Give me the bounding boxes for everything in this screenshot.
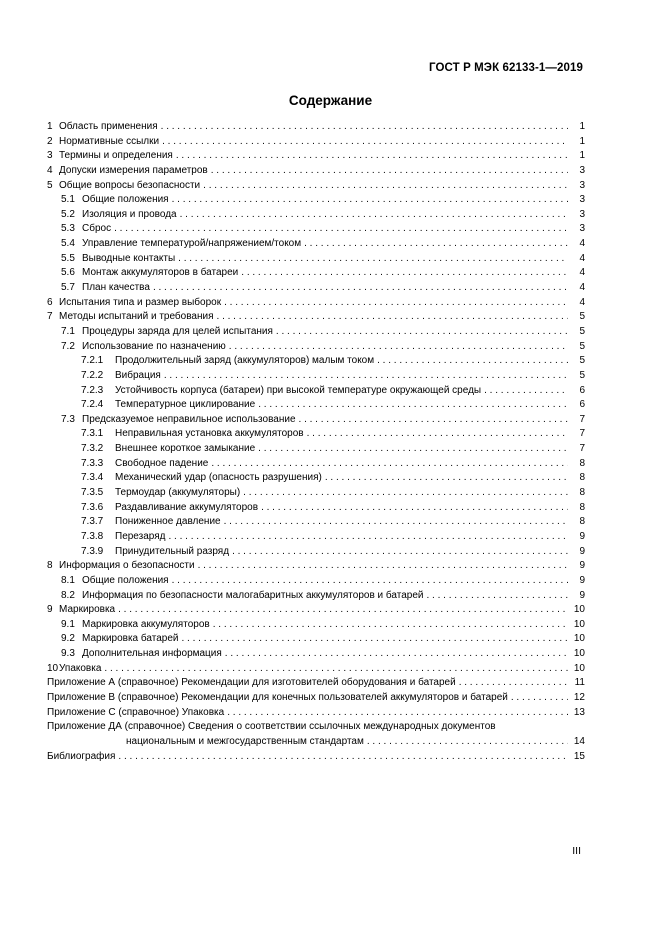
dot-leader <box>104 662 568 677</box>
toc-entry[interactable] <box>47 384 585 399</box>
toc-entry-page: 5 <box>579 355 585 367</box>
toc-entry-number: 4 <box>47 164 53 176</box>
toc-entry[interactable] <box>47 266 585 281</box>
toc-entry[interactable] <box>47 691 585 706</box>
toc-entry[interactable] <box>47 193 585 208</box>
table-of-contents <box>47 120 585 764</box>
toc-entry-number: 10 <box>47 662 59 674</box>
dot-leader <box>203 179 568 194</box>
toc-entry-title: Свободное падение <box>115 457 209 469</box>
toc-entry[interactable] <box>47 618 585 633</box>
toc-entry-page: 3 <box>579 179 585 191</box>
toc-entry-title: Нормативные ссылки <box>59 135 160 147</box>
toc-entry-title: Использование по назначению <box>82 340 226 352</box>
toc-entry-title: Маркировка аккумуляторов <box>82 618 210 630</box>
toc-entry-number: 7.3.1 <box>81 428 104 440</box>
toc-entry-page: 7 <box>579 443 585 455</box>
dot-leader <box>162 135 568 150</box>
toc-entry-number: 5.5 <box>61 252 75 264</box>
dot-leader <box>217 310 568 325</box>
dot-leader <box>258 398 568 413</box>
dot-leader <box>367 735 568 750</box>
toc-entry-title: Общие вопросы безопасности <box>59 179 201 191</box>
dot-leader <box>172 193 568 208</box>
toc-entry-number: 5.3 <box>61 223 75 235</box>
toc-entry-number: 5.4 <box>61 238 75 250</box>
toc-entry-page: 10 <box>573 648 585 660</box>
toc-entry-number: 7.2.3 <box>81 384 104 396</box>
toc-entry-title: Температурное циклирование <box>115 399 256 411</box>
toc-entry-page: 7 <box>579 413 585 425</box>
dot-leader <box>325 471 568 486</box>
toc-entry[interactable] <box>47 662 585 677</box>
toc-entry-page: 5 <box>579 369 585 381</box>
toc-entry-number: 5.6 <box>61 267 75 279</box>
toc-entry-title: Раздавливание аккумуляторов <box>115 501 259 513</box>
toc-entry-title: Информация по безопасности малогабаритных аккумуляторов и батарей <box>82 589 424 601</box>
toc-entry-title: Приложение С (справочное) Упаковка <box>47 706 225 718</box>
toc-entry-number: 9.1 <box>61 618 75 630</box>
toc-entry-title: Сброс <box>82 223 112 235</box>
toc-entry-page: 5 <box>579 325 585 337</box>
toc-entry-title: Монтаж аккумуляторов в батареи <box>82 267 239 279</box>
toc-entry-page: 3 <box>579 208 585 220</box>
toc-entry-title: Выводные контакты <box>82 252 176 264</box>
dot-leader <box>377 354 568 369</box>
toc-entry-page: 5 <box>579 311 585 323</box>
toc-entry[interactable] <box>47 340 585 355</box>
toc-entry[interactable] <box>47 164 585 179</box>
dot-leader <box>172 574 568 589</box>
toc-entry-title: Методы испытаний и требования <box>59 311 214 323</box>
toc-entry-page: 15 <box>573 750 585 762</box>
toc-entry-page: 8 <box>579 457 585 469</box>
dot-leader <box>180 208 568 223</box>
toc-entry-number: 1 <box>47 121 53 132</box>
toc-entry-page: 1 <box>579 135 585 147</box>
toc-entry[interactable] <box>47 486 585 501</box>
dot-leader <box>243 486 568 501</box>
toc-entry[interactable] <box>47 208 585 223</box>
dot-leader <box>227 706 568 721</box>
toc-entry-page: 10 <box>573 618 585 630</box>
toc-entry-page: 10 <box>573 604 585 616</box>
toc-entry-title: Термины и определения <box>59 150 173 162</box>
toc-entry-page: 1 <box>579 150 585 162</box>
dot-leader <box>198 559 568 574</box>
toc-entry[interactable] <box>47 574 585 589</box>
toc-entry-title: Управление температурой/напряжением/током <box>82 238 302 250</box>
toc-entry-page: 8 <box>579 516 585 528</box>
dot-leader <box>224 515 568 530</box>
toc-entry-number: 6 <box>47 296 53 308</box>
toc-entry-number: 7.3.9 <box>81 545 104 557</box>
toc-entry-page: 1 <box>579 121 585 132</box>
dot-leader <box>118 603 568 618</box>
toc-entry[interactable] <box>47 647 585 662</box>
toc-entry[interactable] <box>47 501 585 516</box>
toc-entry[interactable] <box>47 735 585 750</box>
toc-entry-title: Допуски измерения параметров <box>59 164 208 176</box>
dot-leader <box>118 750 568 765</box>
toc-entry-title: национальным и межгосударственным стандартам <box>126 735 364 747</box>
dot-leader <box>241 266 568 281</box>
dot-leader <box>258 442 568 457</box>
toc-entry[interactable] <box>47 252 585 267</box>
toc-entry[interactable] <box>47 413 585 428</box>
dot-leader <box>153 281 568 296</box>
toc-entry-page: 9 <box>579 530 585 542</box>
toc-entry-number: 8 <box>47 560 53 572</box>
dot-leader <box>169 530 569 545</box>
dot-leader <box>459 676 568 691</box>
toc-entry[interactable] <box>47 354 585 369</box>
dot-leader <box>484 384 568 399</box>
toc-entry-title: Изоляция и провода <box>82 208 177 220</box>
dot-leader <box>261 501 568 516</box>
toc-entry-page: 11 <box>574 677 585 689</box>
toc-entry[interactable] <box>47 281 585 296</box>
dot-leader <box>511 691 568 706</box>
toc-entry-page: 8 <box>579 501 585 513</box>
toc-entry-title: Библиография <box>47 750 116 762</box>
toc-entry-page: 5 <box>579 340 585 352</box>
toc-entry-title: Продолжительный заряд (аккумуляторов) малым током <box>115 355 375 367</box>
toc-entry[interactable] <box>47 149 585 164</box>
toc-title: Содержание <box>288 93 373 108</box>
toc-entry[interactable] <box>47 427 585 442</box>
toc-entry-page: 6 <box>579 399 585 411</box>
toc-entry-page: 12 <box>573 691 585 703</box>
toc-entry-title: Общие положения <box>82 194 169 206</box>
dot-leader <box>176 149 568 164</box>
toc-entry-number: 5.1 <box>61 194 75 206</box>
toc-entry-number: 9 <box>47 604 53 616</box>
toc-entry-number: 7.1 <box>61 325 75 337</box>
dot-leader <box>299 413 568 428</box>
toc-entry[interactable] <box>47 369 585 384</box>
toc-entry-page: 9 <box>579 560 585 572</box>
toc-entry[interactable] <box>47 120 585 135</box>
toc-entry[interactable] <box>47 471 585 486</box>
toc-entry-number: 5.7 <box>61 282 75 294</box>
toc-entry-number: 3 <box>47 150 53 162</box>
toc-entry[interactable] <box>47 559 585 574</box>
toc-entry-number: 7.3.8 <box>81 530 104 542</box>
toc-entry-number: 7.2.4 <box>81 399 104 411</box>
toc-entry-page: 3 <box>579 223 585 235</box>
toc-entry-title: План качества <box>82 282 150 294</box>
toc-entry[interactable] <box>47 589 585 604</box>
toc-entry-title: Испытания типа и размер выборок <box>59 296 222 308</box>
toc-entry-page: 10 <box>573 662 585 674</box>
toc-entry-page: 13 <box>573 706 585 718</box>
dot-leader <box>114 222 568 237</box>
toc-entry[interactable] <box>47 442 585 457</box>
toc-entry-page: 9 <box>579 589 585 601</box>
toc-entry-title: Общие положения <box>82 574 169 586</box>
toc-entry[interactable] <box>47 179 585 194</box>
dot-leader <box>161 120 568 135</box>
dot-leader <box>229 340 568 355</box>
document-code: ГОСТ Р МЭК 62133-1—2019 <box>429 62 583 74</box>
toc-entry-title: Перезаряд <box>115 530 166 542</box>
dot-leader <box>307 427 568 442</box>
toc-entry-title: Дополнительная информация <box>82 648 222 660</box>
dot-leader <box>181 632 568 647</box>
toc-entry[interactable] <box>47 310 585 325</box>
toc-entry-number: 5.2 <box>61 208 75 220</box>
toc-entry-title: Принудительный разряд <box>115 545 230 557</box>
toc-entry-title: Приложение ДА (справочное) Сведения о соответствии ссылочных международных документов <box>47 721 496 733</box>
toc-entry-title: Механический удар (опасность разрушения) <box>115 472 322 484</box>
toc-entry-number: 8.1 <box>61 574 75 586</box>
toc-entry-title: Упаковка <box>59 662 102 674</box>
dot-leader <box>211 457 568 472</box>
toc-entry-page: 10 <box>573 633 585 645</box>
toc-entry-title: Информация о безопасности <box>59 560 195 572</box>
toc-entry-number: 7.3.2 <box>81 443 104 455</box>
toc-entry-title: Неправильная установка аккумуляторов <box>115 428 304 440</box>
dot-leader <box>304 237 568 252</box>
toc-entry[interactable] <box>47 706 585 721</box>
toc-entry-number: 7.3.3 <box>81 457 104 469</box>
toc-entry[interactable] <box>47 398 585 413</box>
toc-entry[interactable] <box>47 750 585 765</box>
toc-entry-number: 7 <box>47 311 53 323</box>
toc-entry[interactable] <box>47 676 585 691</box>
toc-entry-page: 3 <box>579 194 585 206</box>
toc-entry[interactable] <box>47 135 585 150</box>
dot-leader <box>164 369 568 384</box>
toc-entry-number: 7.3.7 <box>81 516 104 528</box>
toc-entry[interactable] <box>47 515 585 530</box>
toc-entry-title: Устойчивость корпуса (батареи) при высокой температуре окружающей среды <box>115 384 482 396</box>
toc-entry-number: 8.2 <box>61 589 75 601</box>
dot-leader <box>224 296 568 311</box>
toc-entry-title: Вибрация <box>115 369 161 381</box>
toc-entry-title: Приложение В (справочное) Рекомендации для конечных пользователей аккумуляторов и батарей <box>47 691 508 703</box>
toc-entry-number: 5 <box>47 179 53 191</box>
toc-entry-number: 2 <box>47 135 53 147</box>
toc-entry[interactable] <box>47 603 585 618</box>
page-number: III <box>572 845 581 857</box>
toc-entry-page: 4 <box>579 238 585 250</box>
toc-entry-number: 7.3.4 <box>81 472 104 484</box>
toc-entry-title: Приложение А (справочное) Рекомендации для изготовителей оборудования и батарей <box>47 677 456 689</box>
toc-entry-page: 14 <box>573 735 585 747</box>
toc-entry-number: 7.3 <box>61 413 75 425</box>
toc-entry-page: 4 <box>579 282 585 294</box>
toc-entry[interactable] <box>47 720 585 735</box>
toc-entry[interactable] <box>47 325 585 340</box>
dot-leader <box>426 589 568 604</box>
toc-entry[interactable] <box>47 530 585 545</box>
toc-entry-page: 4 <box>579 296 585 308</box>
toc-entry-page: 3 <box>579 164 585 176</box>
toc-entry-page: 9 <box>579 574 585 586</box>
toc-entry-title: Маркировка батарей <box>82 633 179 645</box>
dot-leader <box>213 618 568 633</box>
toc-entry-title: Область применения <box>59 121 158 132</box>
toc-entry-page: 7 <box>579 428 585 440</box>
toc-entry-title: Внешнее короткое замыкание <box>115 443 256 455</box>
toc-entry-page: 8 <box>579 487 585 499</box>
toc-entry-number: 9.3 <box>61 648 75 660</box>
dot-leader <box>225 647 568 662</box>
toc-entry-page: 6 <box>579 384 585 396</box>
toc-entry-number: 7.2 <box>61 340 75 352</box>
dot-leader <box>211 164 568 179</box>
toc-entry[interactable] <box>47 296 585 311</box>
dot-leader <box>178 252 568 267</box>
toc-entry-number: 9.2 <box>61 633 75 645</box>
toc-entry-title: Маркировка <box>59 604 116 616</box>
toc-entry-title: Предсказуемое неправильное использование <box>82 413 296 425</box>
toc-entry-page: 4 <box>579 252 585 264</box>
toc-entry-number: 7.2.2 <box>81 369 104 381</box>
toc-entry[interactable] <box>47 632 585 647</box>
toc-entry-page: 4 <box>579 267 585 279</box>
toc-entry-number: 7.2.1 <box>81 355 104 367</box>
toc-entry[interactable] <box>47 222 585 237</box>
toc-entry-title: Процедуры заряда для целей испытания <box>82 325 273 337</box>
toc-entry[interactable] <box>47 237 585 252</box>
toc-entry-page: 9 <box>579 545 585 557</box>
toc-entry-number: 7.3.5 <box>81 487 104 499</box>
toc-entry[interactable] <box>47 457 585 472</box>
toc-entry-title: Пониженное давление <box>115 516 221 528</box>
toc-entry-page: 8 <box>579 472 585 484</box>
toc-entry-title: Термоудар (аккумуляторы) <box>115 487 241 499</box>
dot-leader <box>276 325 568 340</box>
toc-entry[interactable] <box>47 545 585 560</box>
dot-leader <box>232 545 568 560</box>
toc-entry-number: 7.3.6 <box>81 501 104 513</box>
